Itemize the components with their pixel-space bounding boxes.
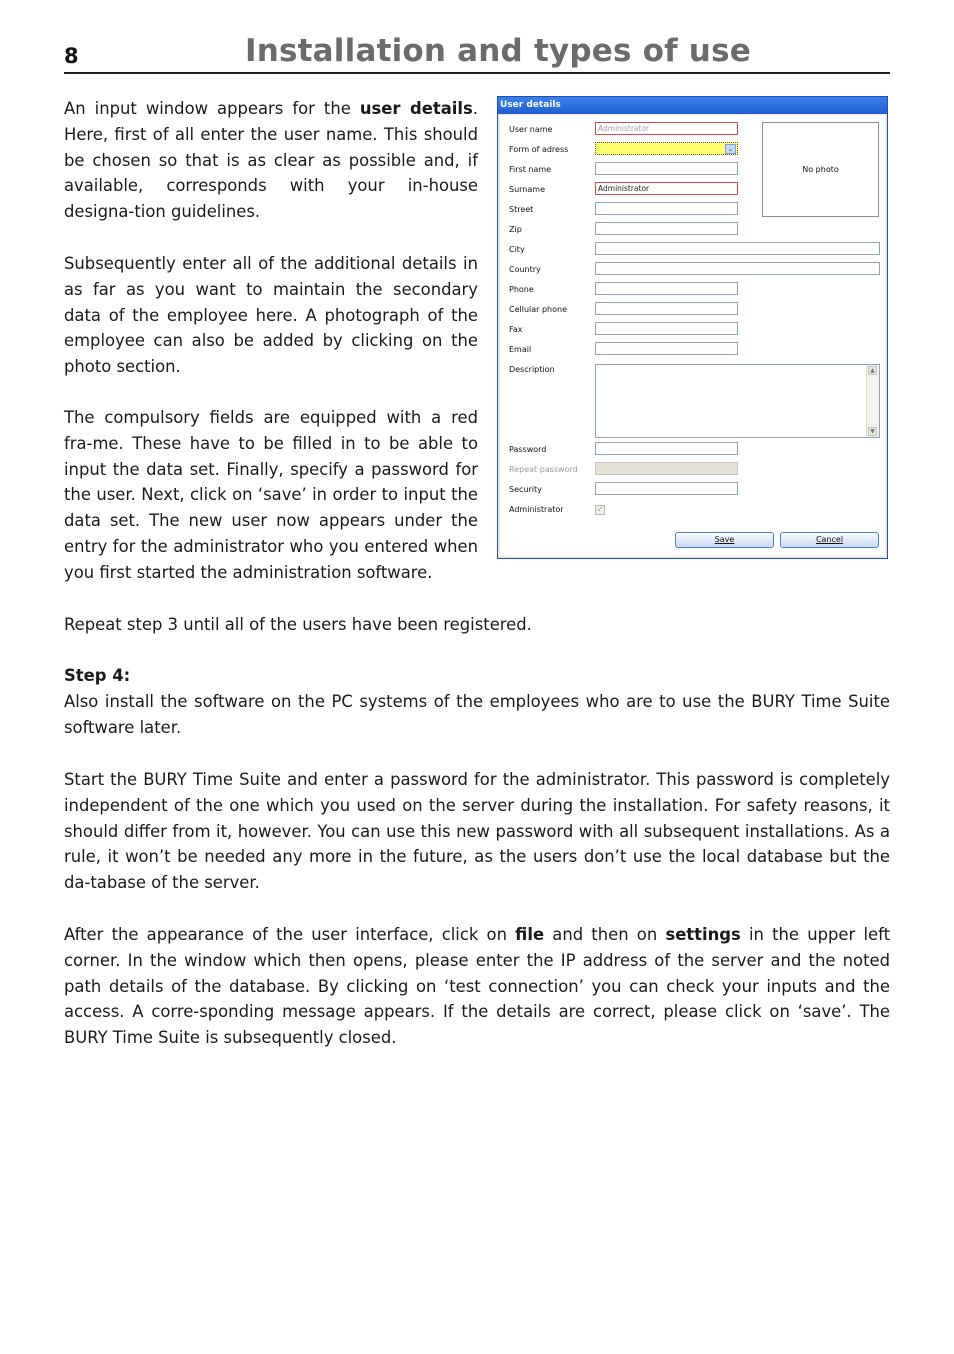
administrator-checkbox[interactable] (595, 505, 605, 515)
paragraph-compulsory-fields: The compulsory fields are equipped with a red fra-me. These have to be filled in to be able to input the data set. Finally, specify a password for the user. Next, click on ‘save’ in order to input the data set. The new user now appears under the entry for the administrator who you entered when you first started the administration software. (64, 408, 478, 582)
phone-field[interactable] (595, 282, 738, 295)
label-password: Password (509, 445, 547, 454)
paragraph-settings (64, 922, 890, 1051)
page-title: Installation and types of use (245, 33, 751, 69)
dialog-body (500, 115, 885, 556)
page-number: 8 (64, 44, 79, 68)
title-rule (64, 72, 890, 74)
paragraph-install-software: Also install the software on the PC systems of the employees who are to use the BURY Time Suite software later. (64, 692, 890, 737)
label-description: Description (509, 365, 555, 374)
label-user-name: User name (509, 125, 553, 134)
label-fax: Fax (509, 325, 523, 334)
cellular-phone-field[interactable] (595, 302, 738, 315)
paragraph-intro (64, 96, 478, 225)
zip-field[interactable] (595, 222, 738, 235)
settings-emphasis: settings (665, 925, 741, 944)
label-repeat-password: Repeat password (509, 465, 578, 474)
label-administrator: Administrator (509, 505, 564, 514)
paragraph-additional-details: Subsequently enter all of the additional details in as far as you want to maintain the secondary data of the employee here. A photograph of the employee can also be added by clicking on the photo section. (64, 254, 478, 377)
photo-placeholder-text: No photo (802, 165, 839, 174)
label-cellular-phone: Cellular phone (509, 305, 568, 314)
step4-heading: Step 4: (64, 666, 131, 685)
dialog-title-bar: User details (498, 97, 887, 114)
description-scrollbar[interactable] (866, 365, 879, 437)
scroll-up-icon[interactable]: ▲ (868, 366, 877, 375)
paragraph-admin-password: Start the BURY Time Suite and enter a password for the administrator. This password is completely independent of the one which you used on the server during the installation. For safety reasons, it should differ from it, however. You can use this new password with all subsequent installations. As a rule, it won’t be needed any more in the future, as the users don’t use the local database but the da-tabase of the server. (64, 770, 890, 893)
label-phone: Phone (509, 285, 534, 294)
paragraph-settings-text-a: After the appearance of the user interface, click on (64, 925, 516, 944)
repeat-password-field (595, 462, 738, 475)
user-name-field[interactable]: Administrator (595, 122, 738, 135)
label-zip: Zip (509, 225, 522, 234)
label-first-name: First name (509, 165, 552, 174)
first-name-field[interactable] (595, 162, 738, 175)
surname-field[interactable]: Administrator (595, 182, 738, 195)
paragraph-intro-text-a: An input window appears for the (64, 99, 360, 118)
paragraph-repeat-step: Repeat step 3 until all of the users have been registered. (64, 615, 532, 634)
label-surname: Surname (509, 185, 545, 194)
label-city: City (509, 245, 525, 254)
label-country: Country (509, 265, 541, 274)
save-button[interactable]: Save (675, 532, 774, 548)
user-details-dialog (497, 96, 888, 559)
password-field[interactable] (595, 442, 738, 455)
paragraph-intro-text-b: . Here, first of all enter the user name. This should be chosen so that is as clear as possible and, if available, corresponds with your in-house designa-tion guidelines. (64, 99, 478, 222)
photo-box[interactable] (762, 122, 879, 217)
checkmark-icon: ✓ (596, 505, 604, 514)
fax-field[interactable] (595, 322, 738, 335)
security-field[interactable] (595, 482, 738, 495)
form-of-adress-combobox[interactable] (595, 142, 738, 155)
street-field[interactable] (595, 202, 738, 215)
city-field[interactable] (595, 242, 880, 255)
scroll-down-icon[interactable]: ▼ (868, 427, 877, 436)
paragraph-settings-text-b: and then on (544, 925, 666, 944)
country-field[interactable] (595, 262, 880, 275)
label-security: Security (509, 485, 542, 494)
label-form-of-adress: Form of adress (509, 145, 569, 154)
email-field[interactable] (595, 342, 738, 355)
cancel-button[interactable]: Cancel (780, 532, 879, 548)
file-emphasis: file (515, 925, 545, 944)
chevron-down-icon[interactable]: ⌄ (725, 144, 736, 154)
description-textarea[interactable] (595, 364, 880, 438)
user-details-emphasis: user details (359, 99, 473, 118)
paragraph-settings-text-c: in the upper left corner. In the window which then opens, please enter the IP address of the server and the noted path details of the database. By clicking on ‘test connection’ you can check your inputs and the access. A corre-sponding message appears. If the details are correct, please click on ‘save’. The BURY Time Suite is subsequently closed. (64, 925, 890, 1048)
label-street: Street (509, 205, 534, 214)
label-email: Email (509, 345, 532, 354)
